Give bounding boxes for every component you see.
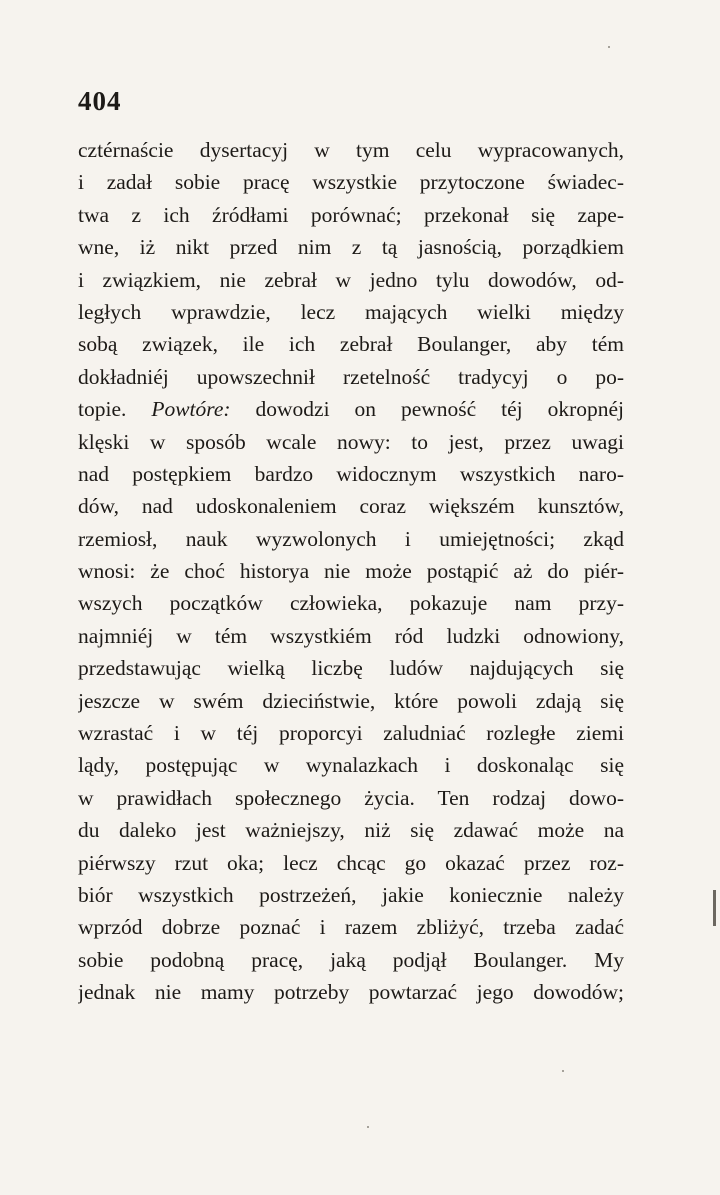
text-line: i związkiem, nie zebrał w jedno tylu dowodów, od- xyxy=(78,267,624,292)
emphasized-word: Powtóre: xyxy=(151,397,231,422)
text-line: jeszcze w swém dzieciństwie, które powoli zdają się xyxy=(78,688,624,713)
body-text xyxy=(78,134,624,1009)
text-line: najmniéj w tém wszystkiém ród ludzki odnowiony, xyxy=(78,623,624,648)
line-text-before: topie. xyxy=(78,397,152,422)
paper-speck xyxy=(562,1070,564,1072)
text-line: dokładniéj upowszechnił rzetelność tradycyj o po- xyxy=(78,364,624,389)
text-line: twa z ich źródłami porównać; przekonał się zape- xyxy=(78,202,624,227)
text-line: ległych wprawdzie, lecz mających wielki między xyxy=(78,299,624,324)
page-number: 404 xyxy=(78,86,122,116)
text-line: sobie podobną pracę, jaką podjął Boulanger. My xyxy=(78,947,624,972)
text-line: wne, iż nikt przed nim z tą jasnością, porządkiem xyxy=(78,235,624,260)
text-line: piérwszy rzut oka; lecz chcąc go okazać przez roz- xyxy=(78,850,624,875)
text-line: du daleko jest ważniejszy, niż się zdawać może na xyxy=(78,818,624,843)
text-line: rzemiosł, nauk wyzwolonych i umiejętności; zkąd xyxy=(78,526,624,551)
text-line: jednak nie mamy potrzeby powtarzać jego dowodów; xyxy=(78,980,624,1005)
text-line-with-emphasis xyxy=(78,393,624,425)
text-line: sobą związek, ile ich zebrał Boulanger, aby tém xyxy=(78,332,624,357)
text-line: biór wszystkich postrzeżeń, jakie koniecznie należy xyxy=(78,882,624,907)
text-line: nad postępkiem bardzo widocznym wszystkich naro- xyxy=(78,461,624,486)
text-line: dów, nad udoskonaleniem coraz większém kunsztów, xyxy=(78,494,624,519)
scan-edge-mark xyxy=(713,890,716,926)
text-line: przedstawując wielką liczbę ludów najdujących się xyxy=(78,656,624,681)
line-text-after: dowodzi on pewność téj okropnéj xyxy=(230,397,624,422)
text-line: i zadał sobie pracę wszystkie przytoczone świadec- xyxy=(78,170,624,195)
text-line: lądy, postępując w wynalazkach i doskonaląc się xyxy=(78,753,624,778)
text-line: wprzód dobrze poznać i razem zbliżyć, trzeba zadać xyxy=(78,915,624,940)
text-line: wzrastać i w téj proporcyi zaludniać rozległe ziemi xyxy=(78,721,624,746)
text-line: wszych początków człowieka, pokazuje nam przy- xyxy=(78,591,624,616)
text-line: klęski w sposób wcale nowy: to jest, przez uwagi xyxy=(78,429,624,454)
paper-speck xyxy=(367,1126,369,1128)
paper-speck xyxy=(608,46,610,48)
text-line: w prawidłach społecznego życia. Ten rodzaj dowo- xyxy=(78,785,624,810)
text-line: wnosi: że choć historya nie może postąpić aż do piér- xyxy=(78,559,624,584)
text-line: cztérnaście dysertacyj w tym celu wypracowanych, xyxy=(78,138,624,162)
